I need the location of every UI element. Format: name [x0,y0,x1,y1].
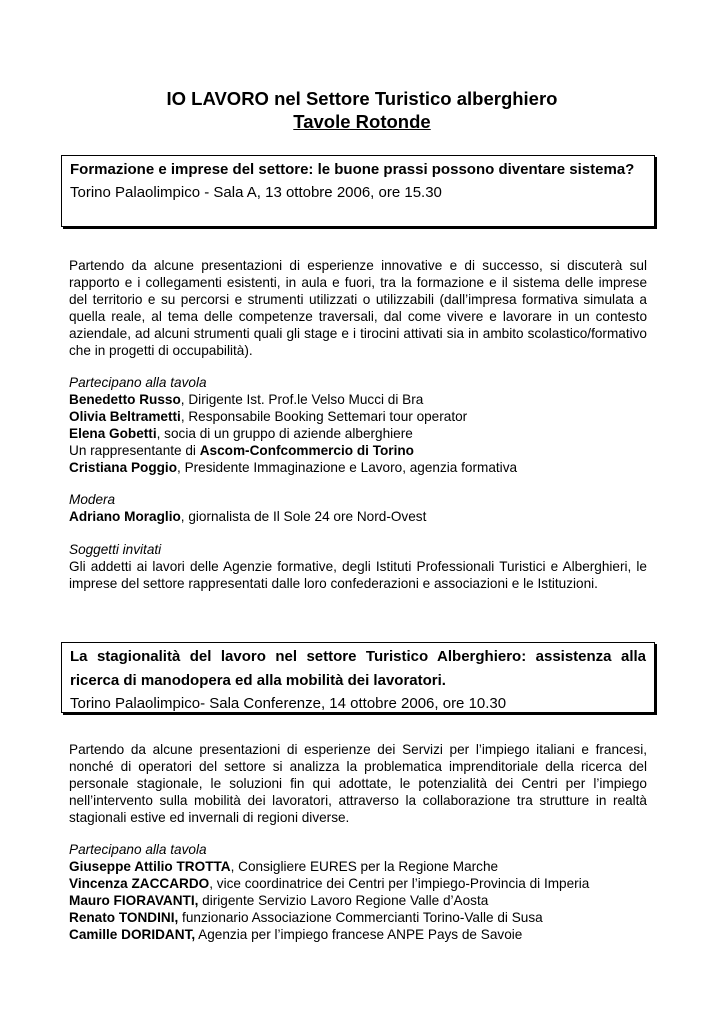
participant-row [69,425,659,442]
participant-row [69,442,659,459]
participant-role: dirigente Servizio Lavoro Regione Valle d’Aosta [198,893,489,908]
table1-venue: Torino Palaolimpico - Sala A, 13 ottobre 2006, ore 15.30 [70,184,442,201]
moderator-heading: Modera [69,492,116,507]
table2-title: La stagionalità del lavoro nel settore Turistico Alberghiero: assistenza alla ricerca di manodopera ed alla mobilità dei lavoratori. [70,648,646,689]
table1-moderator [69,491,659,525]
participant-prefix: Un rappresentante di [69,443,200,458]
participant-name: Renato TONDINI, [69,910,179,925]
participant-row [69,892,659,909]
participant-role: , vice coordinatrice dei Centri per l’impiego-Provincia di Imperia [209,876,590,891]
table2-participants-heading: Partecipano alla tavola [69,842,207,857]
participant-name: Camille DORIDANT, [69,927,196,942]
participant-role: , Dirigente Ist. Prof.le Velso Mucci di Bra [180,392,424,407]
participant-name: Giuseppe Attilio TROTTA [69,859,231,874]
table2-participants [69,841,659,943]
table1-title: Formazione e imprese del settore: le buone prassi possono diventare sistema? [70,161,635,178]
participant-role: , Responsabile Booking Settemari tour operator [180,409,468,424]
participant-role: , Presidente Immaginazione e Lavoro, agenzia formativa [177,460,518,475]
moderator-role: , giornalista de Il Sole 24 ore Nord-Ovest [180,509,427,524]
table2-header-box [61,642,655,713]
table2-venue: Torino Palaolimpico- Sala Conferenze, 14 ottobre 2006, ore 10.30 [70,695,507,712]
table1-participants-heading: Partecipano alla tavola [69,375,207,390]
invited-heading: Soggetti invitati [69,542,162,557]
participant-role: , socia di un gruppo di aziende alberghiere [156,426,413,441]
participant-row [69,875,659,892]
participant-name: Mauro FIORAVANTI, [69,893,199,908]
participant-row [69,459,659,476]
moderator-row [69,508,659,525]
invited-text: Gli addetti ai lavori delle Agenzie formative, degli Istituti Professionali Turistici e Alberghieri, le imprese del settore rappresentati dalle loro confederazioni e associazioni e le Istituzioni. [69,559,647,591]
participant-name: Ascom-Confcommercio di Torino [199,443,414,458]
page-title: IO LAVORO nel Settore Turistico alberghiero [166,88,558,109]
participant-name: Vincenza ZACCARDO [69,876,210,891]
participant-name: Benedetto Russo [69,392,181,407]
participant-row [69,408,659,425]
page-subtitle: Tavole Rotonde [293,111,431,132]
participant-name: Olivia Beltrametti [69,409,181,424]
table1-intro: Partendo da alcune presentazioni di esperienze innovative e di successo, si discuterà sul rapporto e i collegamenti esistenti, in aula e fuori, tra la formazione e il sistema delle imprese del territorio e su percorsi e strumenti utilizzati o utilizzabili (dall’impresa formativa simulata a quella reale, al tema delle competenze traversali, dal come vivere e lavorare in un contesto aziendale, ad alcuni strumenti quali gli stage e i tirocini attivati sia in ambito scolastico/formativo che in progetti di occupabilità). [69,258,647,358]
participant-name: Elena Gobetti [69,426,157,441]
participant-row [69,858,659,875]
participant-row [69,391,659,408]
table1-participants [69,374,659,476]
participant-role: , Consigliere EURES per la Regione Marche [230,859,499,874]
table2-intro: Partendo da alcune presentazioni di esperienze dei Servizi per l’impiego italiani e francesi, nonché di operatori del settore si analizza la problematica imprenditoriale della ricerca del personale stagionale, le soluzioni fin qui adottate, le potenzialità dei Centri per l’impiego nell’intervento sulla mobilità dei lavoratori, attraverso la collaborazione tra strutture in realtà stagionali estive ed invernali di regioni diverse. [69,742,647,825]
participant-role: Agenzia per l’impiego francese ANPE Pays de Savoie [195,927,523,942]
participant-row [69,926,659,943]
table1-header-box [61,155,655,227]
moderator-name: Adriano Moraglio [69,509,181,524]
participant-name: Cristiana Poggio [69,460,178,475]
table1-invited [69,541,659,558]
participant-row [69,909,659,926]
participant-role: funzionario Associazione Commercianti Torino-Valle di Susa [178,910,543,925]
